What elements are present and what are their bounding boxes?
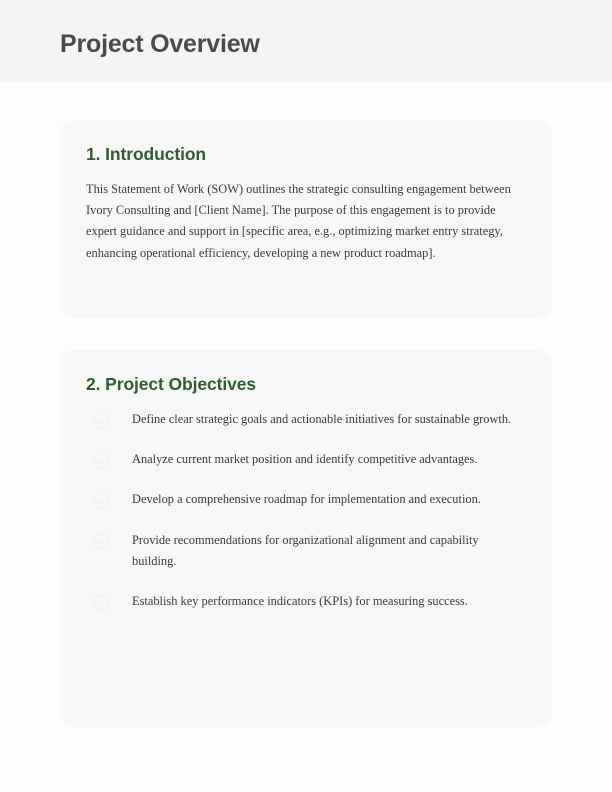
objective-text: Provide recommendations for organizational alignment and capability building. <box>132 532 479 568</box>
check-circle-icon <box>93 412 110 429</box>
objective-text: Establish key performance indicators (KPIs) for measuring success. <box>132 594 468 609</box>
list-item <box>86 489 524 510</box>
check-circle-icon <box>93 452 110 469</box>
section-heading-introduction: 1. Introduction <box>86 144 207 164</box>
objectives-list <box>86 409 524 612</box>
page-title: Project Overview <box>60 30 260 58</box>
list-item <box>86 449 524 470</box>
check-circle-icon <box>93 492 110 509</box>
list-item <box>86 530 524 572</box>
objective-text: Develop a comprehensive roadmap for implementation and execution. <box>132 492 481 507</box>
list-item <box>86 409 524 430</box>
objective-text: Analyze current market position and identify competitive advantages. <box>132 452 478 467</box>
page-header-band <box>0 0 612 82</box>
check-circle-icon <box>93 594 110 611</box>
introduction-paragraph: This Statement of Work (SOW) outlines the strategic consulting engagement between Ivory Consulting and [Client Name]. The purpose of this engagement is to provide expert guidance and support in [specific area, e.g., optimizing market entry strategy, enhancing operational efficiency, developing a new product roadmap]. <box>86 182 511 260</box>
page-footer <box>0 748 612 766</box>
card-introduction <box>60 120 552 318</box>
card-project-objectives <box>60 350 552 727</box>
list-item <box>86 591 524 612</box>
objective-text: Define clear strategic goals and actionable initiatives for sustainable growth. <box>132 412 512 426</box>
section-heading-project-objectives: 2. Project Objectives <box>86 374 257 394</box>
check-circle-icon <box>93 533 110 550</box>
page-number: 1 <box>303 752 309 764</box>
